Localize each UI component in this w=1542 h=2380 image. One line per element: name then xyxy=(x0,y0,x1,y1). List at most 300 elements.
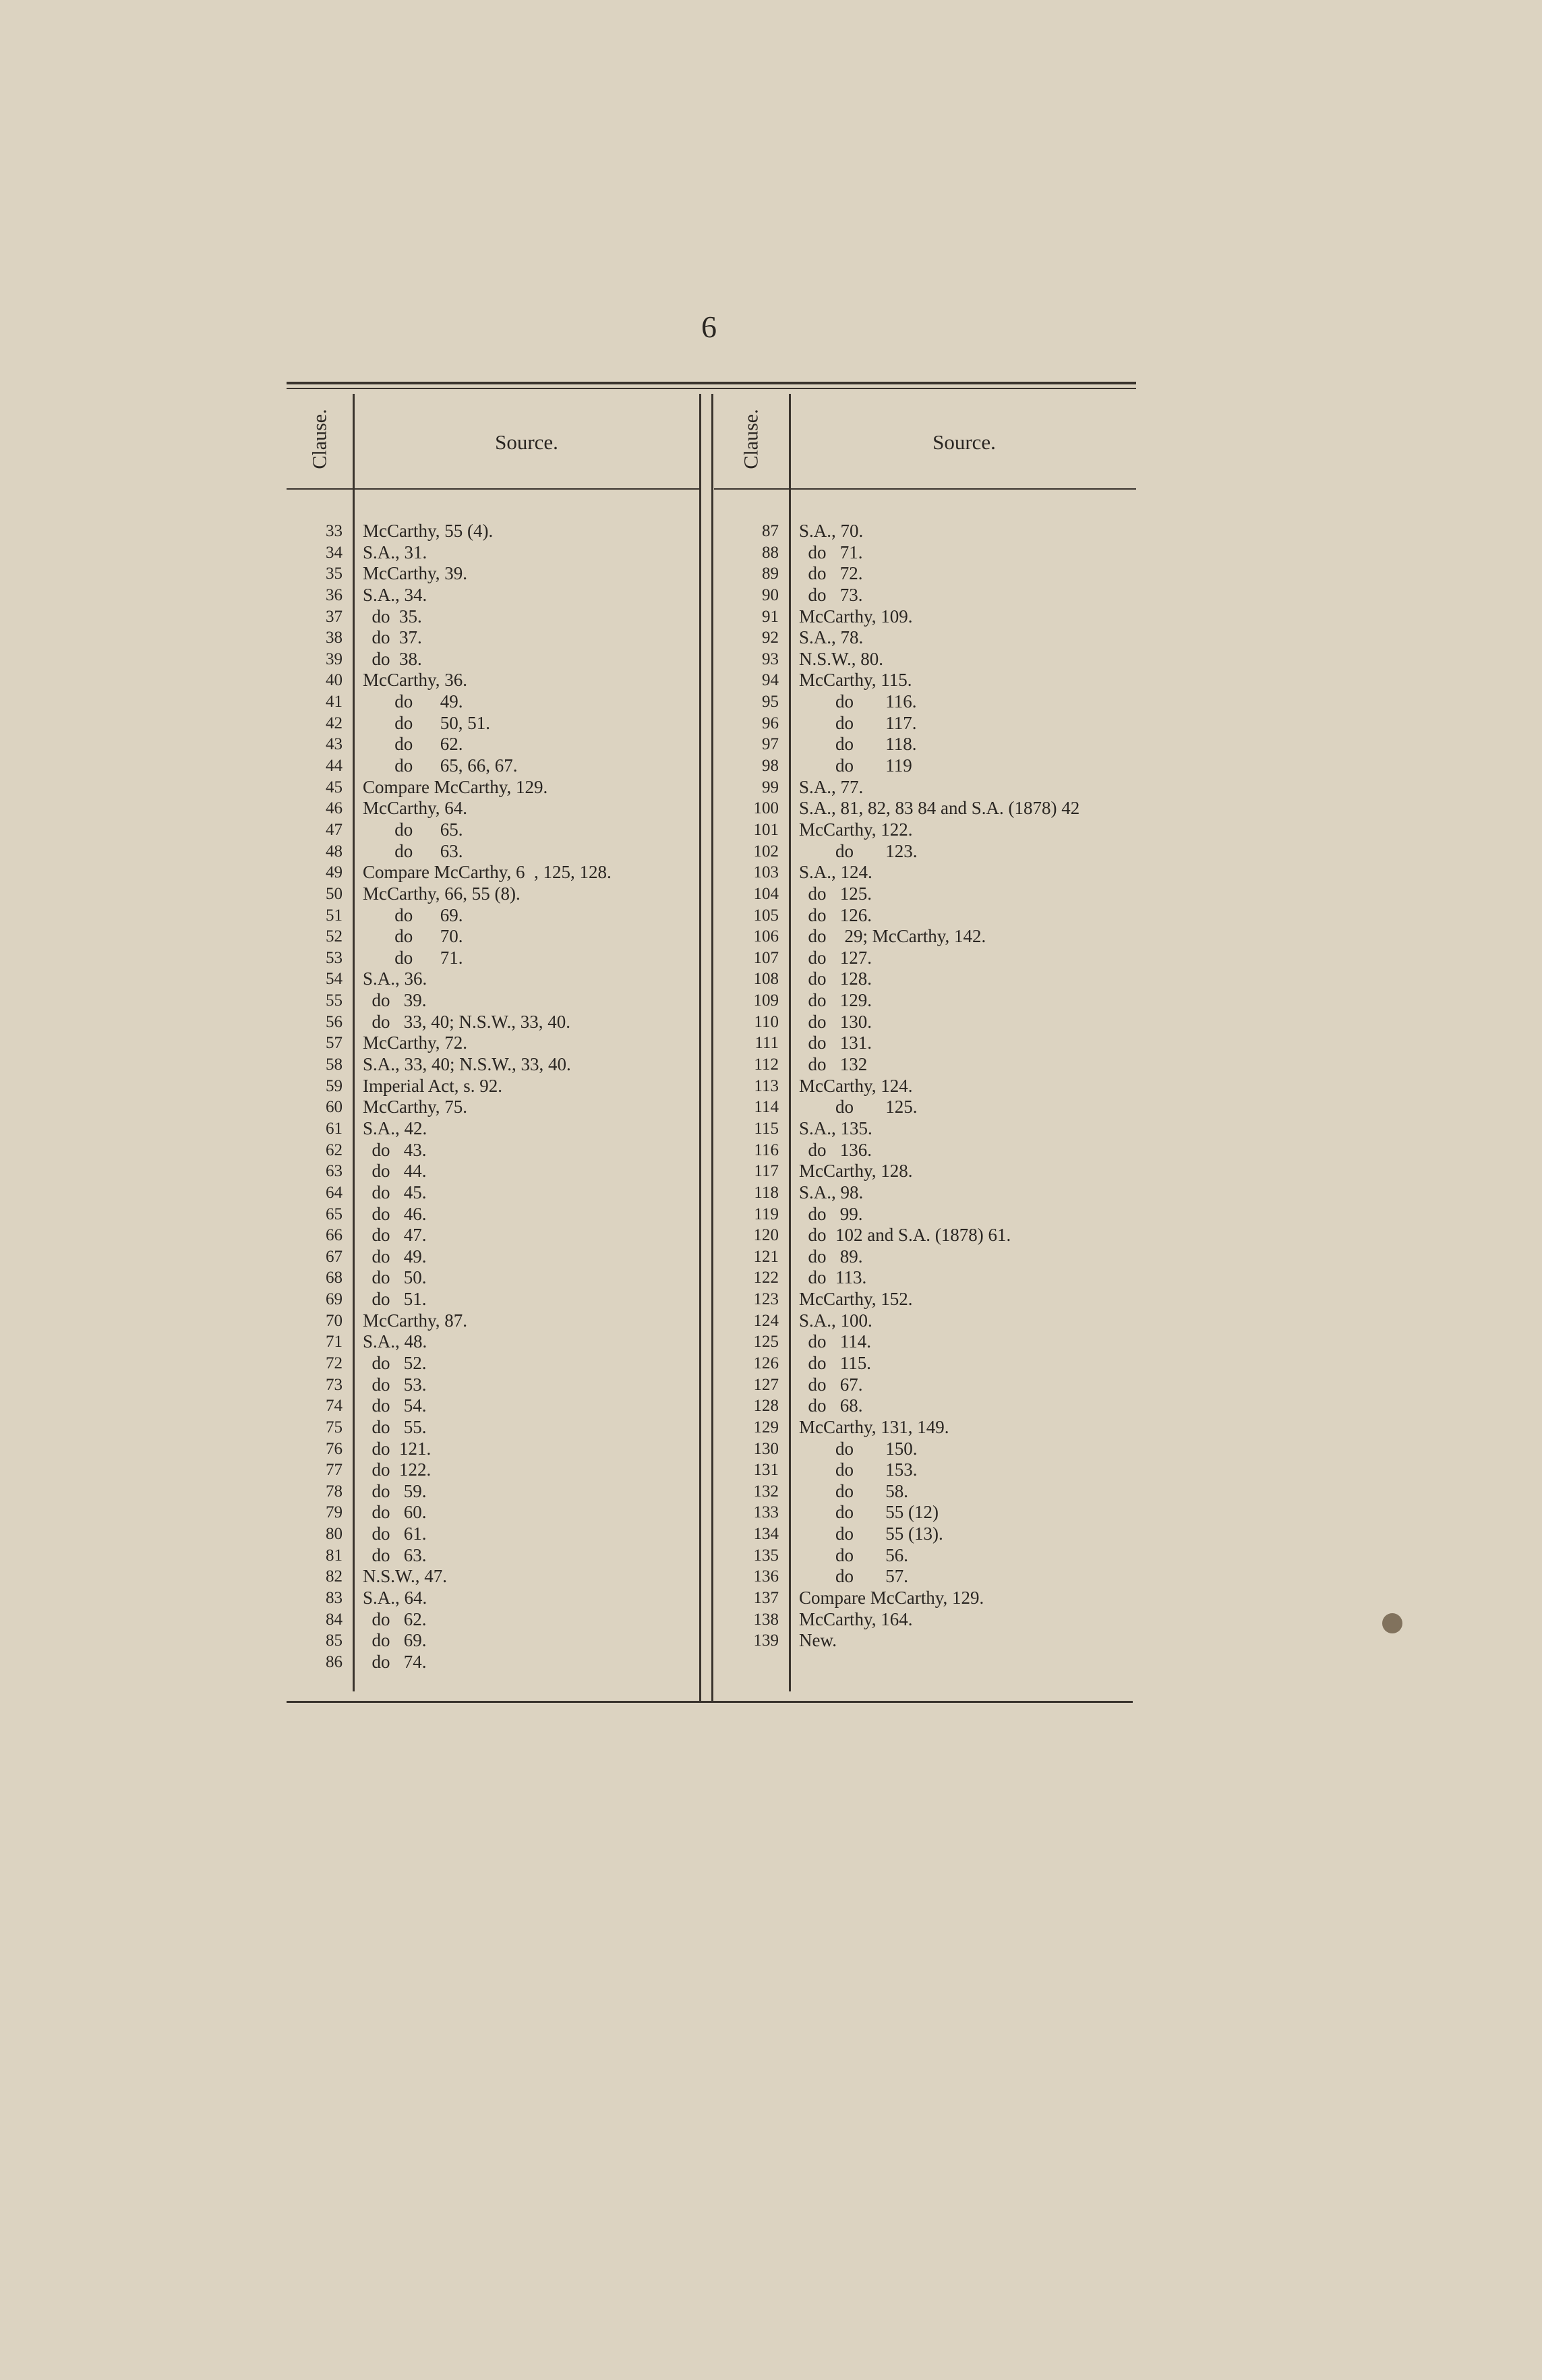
table-row xyxy=(301,1609,699,1631)
source-text: do 57. xyxy=(799,1566,908,1587)
clause-number: 125 xyxy=(753,1333,779,1352)
source-text: Imperial Act, s. 92. xyxy=(363,1075,502,1096)
table-row xyxy=(301,1545,699,1567)
table-row xyxy=(301,585,699,606)
source-text: do 117. xyxy=(799,712,917,733)
clause-number: 133 xyxy=(753,1503,779,1522)
clause-number: 79 xyxy=(326,1503,343,1522)
clause-number: 101 xyxy=(753,820,779,839)
table-row xyxy=(737,563,1141,585)
source-text: S.A., 34. xyxy=(363,584,427,605)
clause-number: 33 xyxy=(326,522,343,540)
left-source-header: Source. xyxy=(495,430,558,454)
table-row xyxy=(737,1502,1141,1523)
source-text: do 153. xyxy=(799,1459,918,1480)
source-text: do 39. xyxy=(363,990,427,1011)
table-row xyxy=(301,1310,699,1332)
table-row xyxy=(301,1395,699,1417)
table-row xyxy=(301,777,699,799)
source-text: do 128. xyxy=(799,968,872,989)
source-text: do 43. xyxy=(363,1139,427,1160)
clause-number: 41 xyxy=(326,693,343,712)
table-row xyxy=(737,1118,1141,1140)
table-row xyxy=(301,1481,699,1503)
table-row xyxy=(301,1289,699,1310)
clause-number: 116 xyxy=(754,1140,779,1159)
clause-number: 92 xyxy=(762,629,779,647)
source-text: do 131. xyxy=(799,1033,872,1053)
source-text: do 44. xyxy=(363,1161,427,1182)
clause-number: 88 xyxy=(762,543,779,562)
source-text: McCarthy, 164. xyxy=(799,1608,913,1629)
source-text: do 71. xyxy=(363,947,463,968)
source-text: do 126. xyxy=(799,904,872,925)
source-text: S.A., 70. xyxy=(799,521,864,541)
source-text: Compare McCarthy, 129. xyxy=(363,776,548,797)
clause-number: 138 xyxy=(753,1610,779,1629)
source-text: do 33, 40; N.S.W., 33, 40. xyxy=(363,1011,571,1032)
table-row xyxy=(737,1630,1141,1652)
clause-number: 96 xyxy=(762,714,779,732)
table-row xyxy=(301,755,699,777)
table-row xyxy=(737,1523,1141,1545)
source-text: do 115. xyxy=(799,1352,871,1373)
source-text: do 58. xyxy=(799,1480,908,1501)
table-row xyxy=(301,926,699,948)
clause-number: 109 xyxy=(753,991,779,1010)
source-text: do 63. xyxy=(363,1544,427,1565)
table-row xyxy=(737,990,1141,1012)
table-row xyxy=(737,1459,1141,1481)
clause-number: 85 xyxy=(326,1631,343,1650)
clause-number: 80 xyxy=(326,1525,343,1544)
clause-number: 105 xyxy=(753,906,779,925)
clause-number: 118 xyxy=(754,1183,779,1202)
table-row xyxy=(301,1374,699,1396)
source-text: do 125. xyxy=(799,1097,918,1118)
source-text: McCarthy, 64. xyxy=(363,798,467,819)
clause-number: 97 xyxy=(762,735,779,754)
source-text: do 150. xyxy=(799,1438,918,1459)
source-text: do 67. xyxy=(799,1374,863,1395)
source-text: McCarthy, 109. xyxy=(799,606,913,627)
source-text: McCarthy, 124. xyxy=(799,1075,913,1096)
clause-number: 122 xyxy=(753,1269,779,1287)
table-row xyxy=(301,670,699,691)
header-rule-left xyxy=(287,488,699,490)
table-row xyxy=(737,585,1141,606)
source-text: do 69. xyxy=(363,904,463,925)
table-row xyxy=(737,713,1141,734)
clause-number: 48 xyxy=(326,842,343,861)
table-row xyxy=(301,1182,699,1204)
clause-number: 81 xyxy=(326,1546,343,1565)
clause-number: 73 xyxy=(326,1375,343,1394)
source-text: S.A., 64. xyxy=(363,1588,427,1608)
table-row xyxy=(301,1225,699,1246)
table-row xyxy=(301,649,699,670)
clause-number: 102 xyxy=(753,842,779,861)
table-row xyxy=(301,734,699,755)
clause-number: 71 xyxy=(326,1333,343,1352)
source-text: S.A., 42. xyxy=(363,1118,427,1138)
table-row xyxy=(301,1630,699,1652)
source-text: do 130. xyxy=(799,1011,872,1032)
table-row xyxy=(737,755,1141,777)
table-row xyxy=(737,1545,1141,1567)
table-row xyxy=(737,968,1141,990)
table-row xyxy=(737,1566,1141,1588)
table-row xyxy=(737,691,1141,713)
clause-number: 60 xyxy=(326,1098,343,1117)
table-row xyxy=(737,1439,1141,1460)
table-row xyxy=(301,798,699,819)
source-text: do 116. xyxy=(799,691,917,712)
source-text: McCarthy, 55 (4). xyxy=(363,521,494,541)
clause-number: 139 xyxy=(753,1631,779,1650)
source-text: do 68. xyxy=(799,1395,863,1416)
clause-number: 53 xyxy=(326,948,343,967)
source-text: S.A., 33, 40; N.S.W., 33, 40. xyxy=(363,1054,571,1075)
clause-number: 129 xyxy=(753,1418,779,1436)
clause-number: 124 xyxy=(753,1311,779,1330)
table-row xyxy=(301,948,699,969)
clause-number: 94 xyxy=(762,671,779,690)
clause-number: 58 xyxy=(326,1055,343,1074)
clause-number: 110 xyxy=(754,1012,779,1031)
table-row xyxy=(301,1652,699,1673)
clause-number: 55 xyxy=(326,991,343,1010)
clause-number: 59 xyxy=(326,1076,343,1095)
table-row xyxy=(737,606,1141,628)
clause-number: 52 xyxy=(326,927,343,946)
table-row xyxy=(301,841,699,863)
source-text: McCarthy, 39. xyxy=(363,563,467,584)
clause-number: 45 xyxy=(326,778,343,796)
table-row xyxy=(301,713,699,734)
table-row xyxy=(301,1097,699,1118)
source-text: S.A., 81, 82, 83 84 and S.A. (1878) 42 xyxy=(799,798,1080,819)
source-text: McCarthy, 115. xyxy=(799,670,912,691)
source-text: do 69. xyxy=(363,1630,427,1651)
source-text: do 127. xyxy=(799,947,872,968)
table-row xyxy=(301,563,699,585)
table-row xyxy=(301,627,699,649)
clause-number: 75 xyxy=(326,1418,343,1436)
clause-number: 77 xyxy=(326,1461,343,1480)
table-row xyxy=(301,1566,699,1588)
clause-number: 39 xyxy=(326,649,343,668)
clause-number: 49 xyxy=(326,863,343,882)
source-text: McCarthy, 72. xyxy=(363,1033,467,1053)
table-row xyxy=(301,819,699,841)
table-row xyxy=(301,691,699,713)
clause-number: 56 xyxy=(326,1012,343,1031)
source-text: S.A., 135. xyxy=(799,1118,872,1138)
table-row xyxy=(737,1225,1141,1246)
table-row xyxy=(737,1204,1141,1225)
clause-number: 100 xyxy=(753,799,779,818)
clause-number: 106 xyxy=(753,927,779,946)
source-text: do 99. xyxy=(799,1203,863,1224)
source-text: New. xyxy=(799,1630,837,1651)
clause-number: 57 xyxy=(326,1034,343,1053)
table-row xyxy=(737,1054,1141,1076)
table-row xyxy=(737,1097,1141,1118)
clause-number: 93 xyxy=(762,649,779,668)
table-row xyxy=(301,862,699,883)
source-text: N.S.W., 47. xyxy=(363,1566,448,1587)
table-row xyxy=(737,1353,1141,1374)
table-row xyxy=(737,1331,1141,1353)
clause-number: 90 xyxy=(762,585,779,604)
source-text: do 47. xyxy=(363,1225,427,1246)
source-text: do 59. xyxy=(363,1480,427,1501)
clause-number: 35 xyxy=(326,564,343,583)
table-row xyxy=(737,627,1141,649)
table-row xyxy=(737,905,1141,927)
source-text: do 74. xyxy=(363,1651,427,1672)
ink-blot xyxy=(1382,1613,1402,1633)
source-text: do 49. xyxy=(363,691,463,712)
table-row xyxy=(301,1033,699,1054)
source-text: do 37. xyxy=(363,627,422,648)
source-text: do 121. xyxy=(363,1438,432,1459)
table-row xyxy=(737,1395,1141,1417)
source-text: do 123. xyxy=(799,840,918,861)
clause-number: 131 xyxy=(753,1461,779,1480)
clause-number: 111 xyxy=(754,1034,779,1053)
clause-number: 121 xyxy=(753,1247,779,1266)
table-row xyxy=(301,883,699,905)
table-row xyxy=(301,542,699,564)
table-row xyxy=(737,1161,1141,1182)
source-text: do 62. xyxy=(363,734,463,755)
source-text: do 71. xyxy=(799,542,863,562)
source-text: do 55. xyxy=(363,1416,427,1437)
clause-number: 98 xyxy=(762,757,779,776)
source-text: do 45. xyxy=(363,1182,427,1202)
source-text: do 50. xyxy=(363,1267,427,1288)
right-source-header: Source. xyxy=(932,430,996,454)
clause-number: 135 xyxy=(753,1546,779,1565)
clause-number: 115 xyxy=(754,1119,779,1138)
clause-number: 51 xyxy=(326,906,343,925)
source-text: McCarthy, 152. xyxy=(799,1289,913,1310)
table-row xyxy=(737,948,1141,969)
source-text: do 29; McCarthy, 142. xyxy=(799,926,986,947)
source-text: do 70. xyxy=(363,926,463,947)
table-row xyxy=(737,777,1141,799)
clause-number: 69 xyxy=(326,1290,343,1309)
clause-number: 86 xyxy=(326,1652,343,1671)
clause-number: 72 xyxy=(326,1354,343,1372)
table-row xyxy=(737,1588,1141,1609)
table-row xyxy=(737,1289,1141,1310)
table-row xyxy=(301,905,699,927)
table-row xyxy=(301,1588,699,1609)
clause-number: 120 xyxy=(753,1226,779,1245)
clause-number: 66 xyxy=(326,1226,343,1245)
clause-number: 67 xyxy=(326,1247,343,1266)
table-row xyxy=(301,990,699,1012)
clause-number: 130 xyxy=(753,1439,779,1458)
source-text: do 114. xyxy=(799,1331,871,1352)
source-text: S.A., 100. xyxy=(799,1310,872,1331)
clause-number: 103 xyxy=(753,863,779,882)
source-text: do 54. xyxy=(363,1395,427,1416)
clause-number: 127 xyxy=(753,1375,779,1394)
table-row xyxy=(301,521,699,542)
table-row xyxy=(737,649,1141,670)
table-row xyxy=(737,734,1141,755)
source-text: do 73. xyxy=(799,584,863,605)
table-row xyxy=(301,1267,699,1289)
clause-number: 65 xyxy=(326,1204,343,1223)
source-text: do 72. xyxy=(799,563,863,584)
table-row xyxy=(737,1609,1141,1631)
table-row xyxy=(737,1246,1141,1268)
table-row xyxy=(737,1033,1141,1054)
source-text: S.A., 124. xyxy=(799,862,872,883)
table-row xyxy=(301,1161,699,1182)
source-text: do 125. xyxy=(799,883,872,904)
source-text: do 118. xyxy=(799,734,917,755)
table-row xyxy=(301,1417,699,1439)
header-rule-right xyxy=(714,488,1136,490)
table-row xyxy=(737,798,1141,819)
clause-number: 87 xyxy=(762,522,779,540)
source-text: do 55 (13). xyxy=(799,1523,943,1544)
left-column xyxy=(301,521,699,1673)
source-text: McCarthy, 75. xyxy=(363,1097,467,1118)
table-row xyxy=(301,606,699,628)
table-row xyxy=(301,1439,699,1460)
source-text: do 89. xyxy=(799,1246,863,1267)
table-row xyxy=(301,1140,699,1161)
source-text: do 113. xyxy=(799,1267,867,1288)
clause-number: 84 xyxy=(326,1610,343,1629)
clause-number: 137 xyxy=(753,1589,779,1608)
left-clause-header: Clause. xyxy=(309,409,331,469)
table-row xyxy=(301,1076,699,1097)
source-text: do 49. xyxy=(363,1246,427,1267)
clause-number: 83 xyxy=(326,1589,343,1608)
source-text: McCarthy, 122. xyxy=(799,819,913,840)
source-text: do 55 (12) xyxy=(799,1502,939,1523)
table-row xyxy=(737,1076,1141,1097)
table-row xyxy=(301,968,699,990)
clause-number: 91 xyxy=(762,607,779,626)
table-row xyxy=(737,1267,1141,1289)
clause-number: 63 xyxy=(326,1162,343,1181)
clause-number: 126 xyxy=(753,1354,779,1372)
source-text: do 63. xyxy=(363,840,463,861)
table-row xyxy=(737,926,1141,948)
clause-number: 107 xyxy=(753,948,779,967)
clause-source-table xyxy=(287,382,1136,1705)
clause-number: 119 xyxy=(754,1204,779,1223)
clause-number: 62 xyxy=(326,1140,343,1159)
clause-number: 36 xyxy=(326,585,343,604)
clause-number: 89 xyxy=(762,564,779,583)
clause-number: 43 xyxy=(326,735,343,754)
source-text: do 53. xyxy=(363,1374,427,1395)
source-text: S.A., 98. xyxy=(799,1182,864,1202)
clause-number: 108 xyxy=(753,970,779,989)
table-row xyxy=(737,1417,1141,1439)
source-text: McCarthy, 66, 55 (8). xyxy=(363,883,521,904)
clause-number: 123 xyxy=(753,1290,779,1309)
source-text: do 46. xyxy=(363,1203,427,1224)
source-text: do 52. xyxy=(363,1352,427,1373)
source-text: do 122. xyxy=(363,1459,432,1480)
source-text: do 38. xyxy=(363,648,422,669)
clause-number: 76 xyxy=(326,1439,343,1458)
table-row xyxy=(737,542,1141,564)
clause-number: 38 xyxy=(326,629,343,647)
source-text: McCarthy, 87. xyxy=(363,1310,467,1331)
table-row xyxy=(301,1353,699,1374)
source-text: McCarthy, 131, 149. xyxy=(799,1416,949,1437)
table-row xyxy=(301,1012,699,1033)
clause-number: 113 xyxy=(754,1076,779,1095)
source-text: Compare McCarthy, 129. xyxy=(799,1588,984,1608)
right-clause-header: Clause. xyxy=(740,409,763,469)
table-row xyxy=(737,819,1141,841)
source-text: do 65, 66, 67. xyxy=(363,755,518,776)
source-text: do 62. xyxy=(363,1608,427,1629)
table-row xyxy=(737,1481,1141,1503)
table-row xyxy=(737,1310,1141,1332)
table-row xyxy=(737,670,1141,691)
source-text: do 102 and S.A. (1878) 61. xyxy=(799,1225,1011,1246)
clause-number: 40 xyxy=(326,671,343,690)
top-rule xyxy=(287,382,1136,384)
clause-number: 70 xyxy=(326,1311,343,1330)
clause-number: 34 xyxy=(326,543,343,562)
divider-center-b xyxy=(711,394,713,1702)
table-row xyxy=(301,1502,699,1523)
clause-number: 114 xyxy=(754,1098,779,1117)
clause-number: 61 xyxy=(326,1119,343,1138)
source-text: S.A., 31. xyxy=(363,542,427,562)
clause-number: 46 xyxy=(326,799,343,818)
source-text: do 50, 51. xyxy=(363,712,490,733)
table-row xyxy=(301,1523,699,1545)
table-row xyxy=(737,521,1141,542)
source-text: do 136. xyxy=(799,1139,872,1160)
table-row xyxy=(737,841,1141,863)
clause-number: 99 xyxy=(762,778,779,796)
table-row xyxy=(301,1118,699,1140)
source-text: do 129. xyxy=(799,990,872,1011)
clause-number: 54 xyxy=(326,970,343,989)
source-text: S.A., 36. xyxy=(363,968,427,989)
table-row xyxy=(301,1054,699,1076)
clause-number: 50 xyxy=(326,884,343,903)
table-row xyxy=(301,1459,699,1481)
table-row xyxy=(301,1246,699,1268)
clause-number: 37 xyxy=(326,607,343,626)
source-text: do 60. xyxy=(363,1502,427,1523)
clause-number: 78 xyxy=(326,1482,343,1501)
clause-number: 82 xyxy=(326,1567,343,1586)
source-text: do 56. xyxy=(799,1544,908,1565)
clause-number: 132 xyxy=(753,1482,779,1501)
source-text: do 61. xyxy=(363,1523,427,1544)
table-row xyxy=(737,862,1141,883)
